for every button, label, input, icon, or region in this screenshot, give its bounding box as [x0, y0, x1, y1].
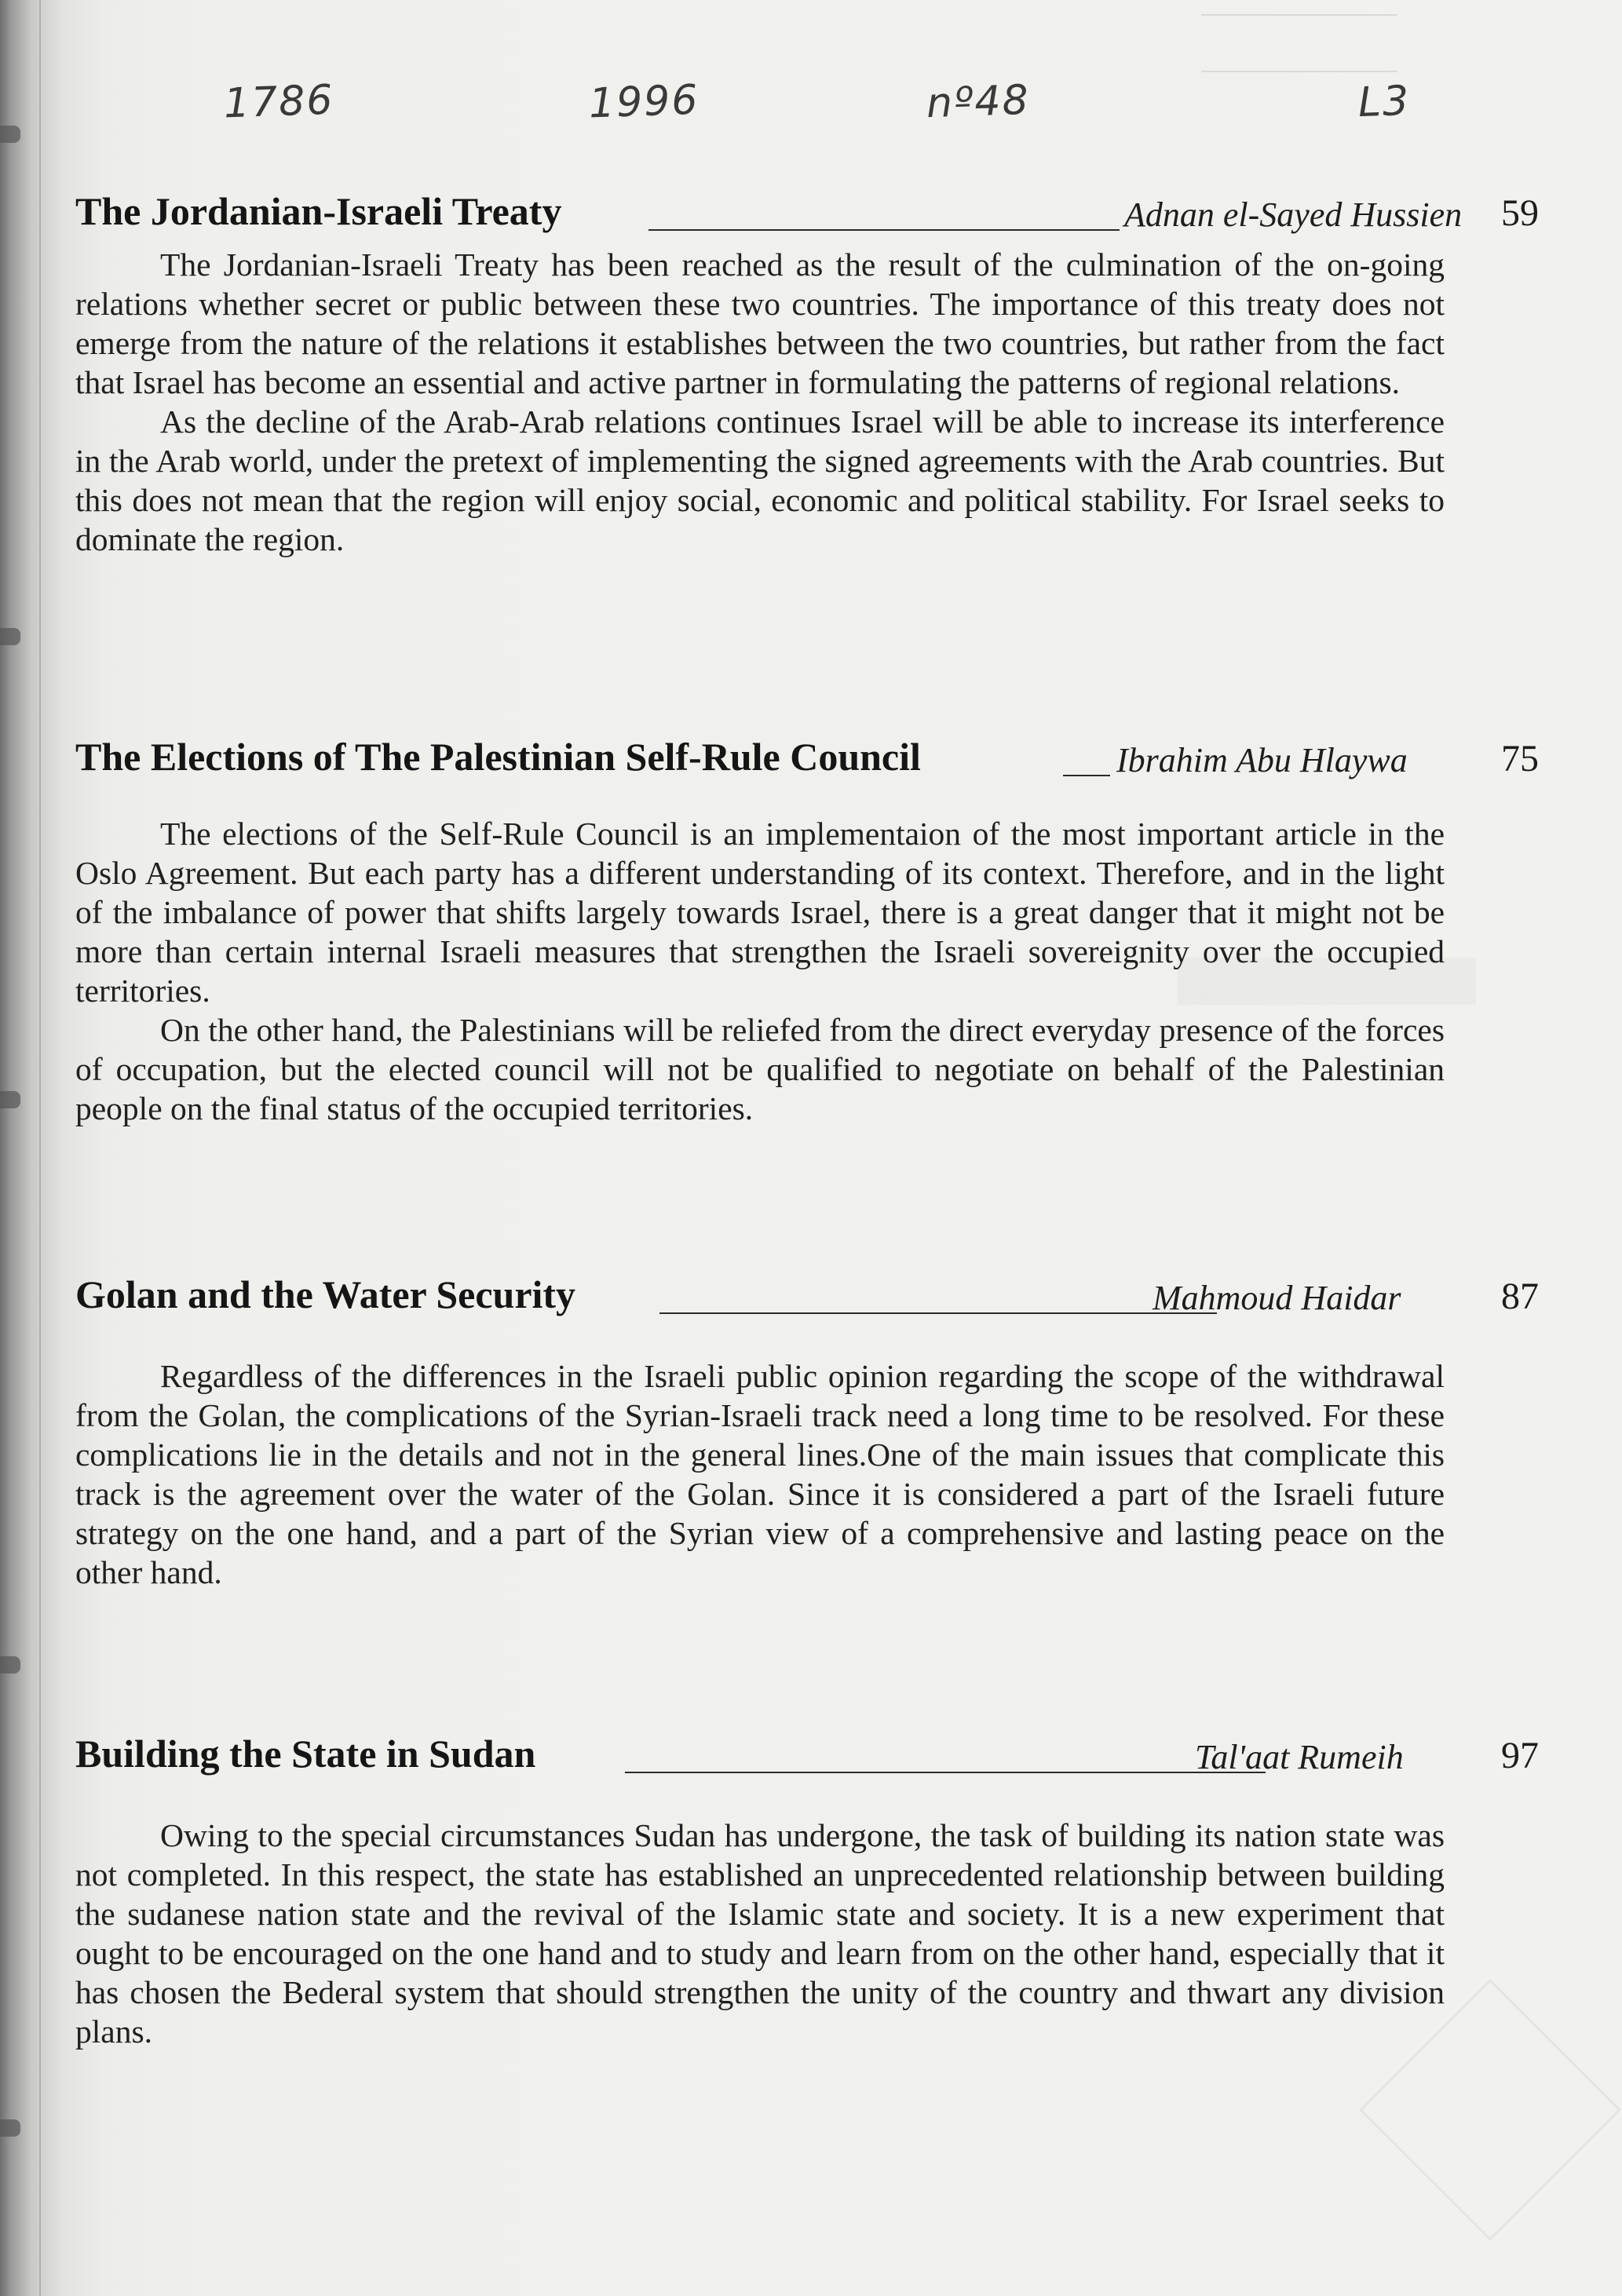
leader-line [659, 1312, 1217, 1314]
binding-hole [0, 1656, 20, 1674]
page-number: 75 [1501, 738, 1539, 779]
article-palestinian-elections [75, 734, 1539, 1128]
page-number: 87 [1501, 1276, 1539, 1317]
page-number: 97 [1501, 1735, 1539, 1776]
article-title: Building the State in Sudan [75, 1732, 536, 1776]
page-number: 59 [1501, 192, 1539, 234]
handwritten-note: L3 [1357, 77, 1412, 127]
article-title: The Elections of The Palestinian Self-Rule Council [75, 735, 921, 779]
article-heading-row [75, 1272, 1539, 1328]
article-abstract [75, 1816, 1445, 2051]
handwritten-note: nº48 [925, 76, 1031, 128]
faint-stamp [1201, 14, 1397, 72]
article-jordanian-israeli-treaty [75, 188, 1539, 559]
leader-line [625, 1772, 1266, 1773]
abstract-paragraph: On the other hand, the Palestinians will be reliefed from the direct everyday presence of the forces of occupation, but the elected council will not be qualified to negotiate on behalf of the Palestinian people on the final status of the occupied territories. [75, 1012, 1445, 1126]
article-author: Mahmoud Haidar [1153, 1279, 1401, 1317]
article-sudan-state [75, 1731, 1539, 2051]
abstract-paragraph: Regardless of the differences in the Israeli public opinion regarding the scope of the withdrawal from the Golan, the complications of the Syrian-Israeli track need a long time to be resolved. For these complications lie in the details and not in the general lines.One of the main issues that complicate this track is the agreement over the water of the Golan. Since it is considered a part of the Israeli future strategy on the one hand, and a part of the Syrian view of a comprehensive and lasting peace on the other hand. [75, 1358, 1445, 1590]
article-author: Tal'aat Rumeih [1195, 1738, 1404, 1776]
article-heading-row [75, 734, 1539, 790]
leader-line [648, 229, 1120, 231]
binding-hole [0, 1091, 20, 1108]
article-abstract [75, 245, 1445, 559]
handwritten-note: 1786 [222, 76, 335, 128]
binding-hole [0, 628, 20, 645]
handwritten-note: 1996 [587, 76, 700, 128]
article-heading-row [75, 188, 1539, 245]
article-abstract [75, 814, 1445, 1128]
leader-line [1063, 775, 1110, 776]
article-abstract [75, 1356, 1445, 1592]
article-author: Ibrahim Abu Hlaywa [1116, 741, 1408, 779]
abstract-paragraph: As the decline of the Arab-Arab relations continues Israel will be able to increase its interference in the Arab world, under the pretext of implementing the signed agreements with the Arab countries. But this does not mean that the region will enjoy social, economic and political stability. For Israel seeks to dominate the region. [75, 403, 1445, 557]
abstract-paragraph: The Jordanian-Israeli Treaty has been reached as the result of the culmination of the on-going relations whether secret or public between these two countries. The importance of this treaty does not emerge from the nature of the relations it establishes between the two countries, but rather from the fact that Israel has become an essential and active partner in formulating the patterns of regional relations. [75, 246, 1445, 400]
abstract-paragraph: Owing to the special circumstances Sudan has undergone, the task of building its nation state was not completed. In this respect, the state has established an unprecedented relationship between building the sudanese nation state and the revival of the Islamic state and society. It is a new experiment that ought to be encouraged on the one hand and to study and learn from on the other hand, especially that it has chosen the Bederal system that should strengthen the unity of the country and thwart any division plans. [75, 1817, 1445, 2050]
abstract-paragraph: The elections of the Self-Rule Council is an implementaion of the most important article in the Oslo Agreement. But each party has a different understanding of its context. Therefore, and in the light of the imbalance of power that shifts largely towards Israel, there is a great danger that it might not be more than certain internal Israeli measures that strengthen the Israeli sovereignity over the occupied territories. [75, 816, 1445, 1009]
article-golan-water [75, 1272, 1539, 1592]
binding-hole [0, 126, 20, 143]
page-edge-shadow [39, 0, 41, 2296]
article-title: Golan and the Water Security [75, 1272, 576, 1316]
article-title: The Jordanian-Israeli Treaty [75, 189, 562, 233]
article-author: Adnan el-Sayed Hussien [1124, 195, 1463, 234]
binding-hole [0, 2119, 20, 2137]
article-heading-row [75, 1731, 1539, 1787]
